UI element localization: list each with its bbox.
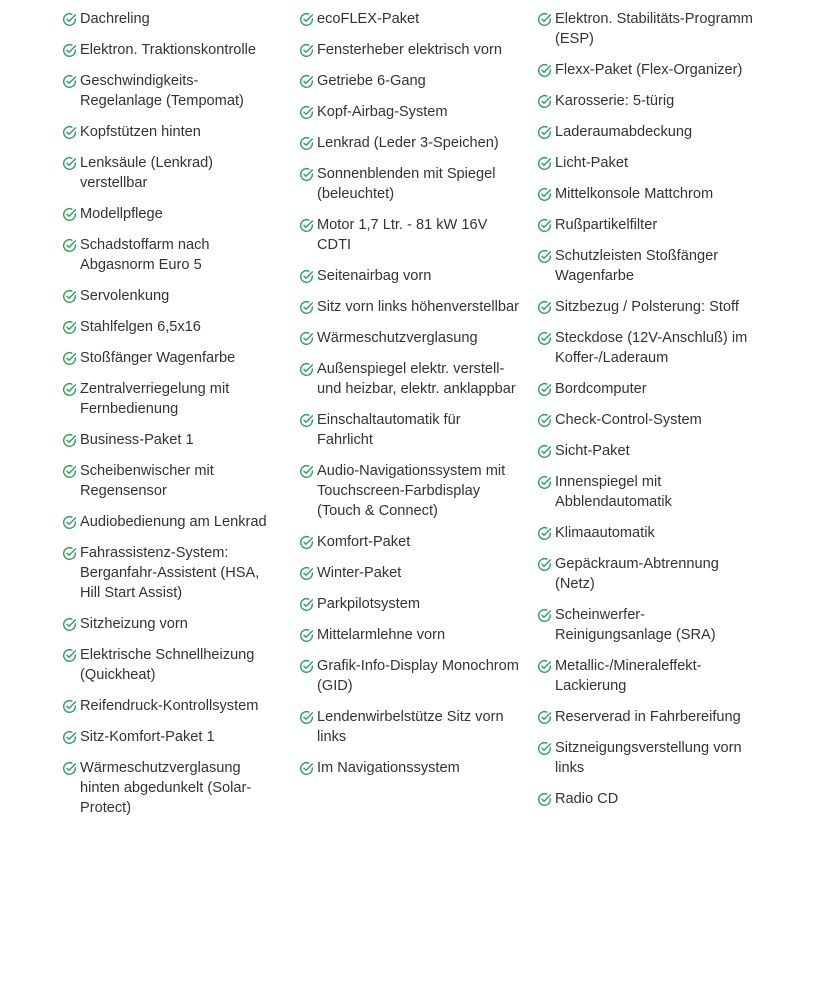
feature-item <box>299 71 519 91</box>
feature-label: Lendenwirbelstütze Sitz vorn links <box>317 709 504 745</box>
feature-item <box>537 707 757 727</box>
feature-item <box>62 645 280 685</box>
feature-item <box>62 204 280 224</box>
feature-item <box>62 286 280 306</box>
feature-item <box>62 696 280 716</box>
check-circle-icon <box>537 249 552 264</box>
feature-label: Metallic-/Mineraleffekt-Lackierung <box>555 658 702 694</box>
check-circle-icon <box>299 331 314 346</box>
feature-item <box>299 40 519 60</box>
feature-label: Sitzneigungsverstellung vorn links <box>555 740 742 776</box>
feature-item <box>537 122 757 142</box>
check-circle-icon <box>299 566 314 581</box>
check-circle-icon <box>62 617 77 632</box>
feature-item <box>537 441 757 461</box>
feature-label: Grafik-Info-Display Monochrom (GID) <box>317 658 519 694</box>
check-circle-icon <box>62 761 77 776</box>
check-circle-icon <box>537 94 552 109</box>
check-circle-icon <box>537 63 552 78</box>
feature-label: Schutzleisten Stoßfänger Wagenfarbe <box>555 248 719 284</box>
feature-item <box>299 297 519 317</box>
check-circle-icon <box>537 331 552 346</box>
feature-item <box>537 738 757 778</box>
feature-item <box>299 707 519 747</box>
feature-item <box>62 758 280 818</box>
feature-item <box>62 512 280 532</box>
check-circle-icon <box>299 535 314 550</box>
feature-item <box>62 9 280 29</box>
feature-item <box>537 789 757 809</box>
check-circle-icon <box>537 526 552 541</box>
check-circle-icon <box>62 125 77 140</box>
feature-label: Licht-Paket <box>555 155 629 171</box>
check-circle-icon <box>299 597 314 612</box>
check-circle-icon <box>62 433 77 448</box>
feature-label: Audiobedienung am Lenkrad <box>80 514 267 530</box>
feature-label: Im Navigationssystem <box>317 760 460 776</box>
check-circle-icon <box>62 648 77 663</box>
feature-item <box>537 60 757 80</box>
check-circle-icon <box>537 218 552 233</box>
feature-item <box>299 359 519 399</box>
feature-item <box>537 605 757 645</box>
feature-item <box>299 164 519 204</box>
check-circle-icon <box>62 320 77 335</box>
feature-label: ecoFLEX-Paket <box>317 11 420 27</box>
feature-item <box>299 532 519 552</box>
feature-item <box>299 215 519 255</box>
feature-label: Sonnenblenden mit Spiegel (beleuchtet) <box>317 166 496 202</box>
feature-label: Komfort-Paket <box>317 534 411 550</box>
check-circle-icon <box>62 207 77 222</box>
feature-label: Winter-Paket <box>317 565 402 581</box>
check-circle-icon <box>299 628 314 643</box>
check-circle-icon <box>299 269 314 284</box>
check-circle-icon <box>537 12 552 27</box>
check-circle-icon <box>299 659 314 674</box>
check-circle-icon <box>537 557 552 572</box>
check-circle-icon <box>62 74 77 89</box>
check-circle-icon <box>537 187 552 202</box>
check-circle-icon <box>299 761 314 776</box>
feature-label: Motor 1,7 Ltr. - 81 kW 16V CDTI <box>317 217 488 253</box>
feature-item <box>537 554 757 594</box>
feature-label: Außenspiegel elektr. verstell- und heizbar, elektr. anklappbar <box>317 361 516 397</box>
feature-label: Sicht-Paket <box>555 443 630 459</box>
feature-item <box>299 266 519 286</box>
feature-item <box>62 235 280 275</box>
feature-item <box>62 122 280 142</box>
features-column-3 <box>537 9 757 820</box>
check-circle-icon <box>299 43 314 58</box>
feature-label: Zentralverriegelung mit Fernbedienung <box>80 381 230 417</box>
feature-label: Wärmeschutzverglasung <box>317 330 478 346</box>
feature-label: Lenksäule (Lenkrad) verstellbar <box>80 155 214 191</box>
feature-label: Fahrassistenz-System: Berganfahr-Assistent (HSA, Hill Start Assist) <box>80 545 260 601</box>
feature-item <box>299 9 519 29</box>
check-circle-icon <box>537 300 552 315</box>
feature-item <box>62 430 280 450</box>
check-circle-icon <box>62 12 77 27</box>
check-circle-icon <box>537 608 552 623</box>
feature-item <box>537 91 757 111</box>
check-circle-icon <box>299 167 314 182</box>
feature-item <box>62 71 280 111</box>
feature-item <box>62 614 280 634</box>
check-circle-icon <box>62 351 77 366</box>
feature-label: Schadstoffarm nach Abgasnorm Euro 5 <box>80 237 210 273</box>
check-circle-icon <box>62 730 77 745</box>
feature-label: Parkpilotsystem <box>317 596 420 612</box>
feature-item <box>537 656 757 696</box>
feature-label: Karosserie: 5-türig <box>555 93 675 109</box>
feature-label: Innenspiegel mit Abblendautomatik <box>555 474 672 510</box>
feature-item <box>299 758 519 778</box>
feature-label: Sitz-Komfort-Paket 1 <box>80 729 215 745</box>
feature-item <box>537 523 757 543</box>
feature-item <box>537 379 757 399</box>
feature-label: Wärmeschutzverglasung hinten abgedunkelt (Solar-Protect) <box>80 760 252 816</box>
check-circle-icon <box>62 515 77 530</box>
feature-item <box>62 461 280 501</box>
feature-item <box>299 133 519 153</box>
feature-label: Lenkrad (Leder 3-Speichen) <box>317 135 499 151</box>
feature-item <box>299 102 519 122</box>
check-circle-icon <box>537 125 552 140</box>
feature-label: Dachreling <box>80 11 150 27</box>
feature-item <box>537 153 757 173</box>
feature-label: Scheibenwischer mit Regensensor <box>80 463 214 499</box>
check-circle-icon <box>62 289 77 304</box>
check-circle-icon <box>299 362 314 377</box>
feature-label: Flexx-Paket (Flex-Organizer) <box>555 62 743 78</box>
features-column-2 <box>299 9 519 789</box>
features-column-1 <box>62 9 280 829</box>
feature-label: Seitenairbag vorn <box>317 268 432 284</box>
feature-item <box>537 410 757 430</box>
feature-label: Stoßfänger Wagenfarbe <box>80 350 236 366</box>
check-circle-icon <box>299 218 314 233</box>
feature-item <box>62 317 280 337</box>
feature-item <box>299 410 519 450</box>
check-circle-icon <box>537 444 552 459</box>
feature-label: Audio-Navigationssystem mit Touchscreen-Farbdisplay (Touch & Connect) <box>317 463 506 519</box>
check-circle-icon <box>299 105 314 120</box>
feature-label: Gepäckraum-Abtrennung (Netz) <box>555 556 719 592</box>
feature-label: Elektrische Schnellheizung (Quickheat) <box>80 647 255 683</box>
feature-label: Laderaumabdeckung <box>555 124 693 140</box>
feature-label: Servolenkung <box>80 288 170 304</box>
feature-item <box>537 246 757 286</box>
feature-label: Mittelarmlehne vorn <box>317 627 446 643</box>
feature-label: Mittelkonsole Mattchrom <box>555 186 714 202</box>
check-circle-icon <box>537 792 552 807</box>
feature-item <box>62 153 280 193</box>
check-circle-icon <box>537 382 552 397</box>
feature-label: Klimaautomatik <box>555 525 655 541</box>
feature-label: Sitzbezug / Polsterung: Stoff <box>555 299 739 315</box>
check-circle-icon <box>62 699 77 714</box>
check-circle-icon <box>537 659 552 674</box>
check-circle-icon <box>299 74 314 89</box>
check-circle-icon <box>299 413 314 428</box>
feature-label: Einschaltautomatik für Fahrlicht <box>317 412 461 448</box>
feature-label: Steckdose (12V-Anschluß) im Koffer-/Laderaum <box>555 330 748 366</box>
feature-label: Reserverad in Fahrbereifung <box>555 709 741 725</box>
feature-item <box>299 625 519 645</box>
feature-item <box>62 40 280 60</box>
feature-label: Check-Control-System <box>555 412 702 428</box>
feature-label: Stahlfelgen 6,5x16 <box>80 319 201 335</box>
feature-label: Getriebe 6-Gang <box>317 73 426 89</box>
check-circle-icon <box>299 12 314 27</box>
feature-label: Rußpartikelfilter <box>555 217 658 233</box>
feature-item <box>299 656 519 696</box>
feature-label: Fensterheber elektrisch vorn <box>317 42 502 58</box>
check-circle-icon <box>299 710 314 725</box>
feature-item <box>299 563 519 583</box>
feature-label: Kopf-Airbag-System <box>317 104 448 120</box>
feature-item <box>62 543 280 603</box>
feature-item <box>62 727 280 747</box>
feature-label: Sitzheizung vorn <box>80 616 188 632</box>
feature-label: Modellpflege <box>80 206 163 222</box>
feature-item <box>299 461 519 521</box>
feature-label: Reifendruck-Kontrollsystem <box>80 698 259 714</box>
feature-item <box>299 594 519 614</box>
check-circle-icon <box>299 300 314 315</box>
check-circle-icon <box>62 156 77 171</box>
feature-item <box>299 328 519 348</box>
check-circle-icon <box>537 413 552 428</box>
feature-label: Scheinwerfer-Reinigungsanlage (SRA) <box>555 607 716 643</box>
check-circle-icon <box>537 475 552 490</box>
feature-item <box>537 9 757 49</box>
check-circle-icon <box>537 710 552 725</box>
feature-item <box>62 348 280 368</box>
feature-label: Bordcomputer <box>555 381 647 397</box>
feature-item <box>537 297 757 317</box>
feature-label: Sitz vorn links höhenverstellbar <box>317 299 519 315</box>
feature-item <box>537 184 757 204</box>
feature-label: Radio CD <box>555 791 619 807</box>
feature-label: Kopfstützen hinten <box>80 124 201 140</box>
feature-label: Elektron. Traktionskontrolle <box>80 42 257 58</box>
check-circle-icon <box>299 464 314 479</box>
feature-item <box>537 472 757 512</box>
feature-item <box>537 215 757 235</box>
check-circle-icon <box>62 238 77 253</box>
check-circle-icon <box>62 464 77 479</box>
check-circle-icon <box>537 741 552 756</box>
feature-item <box>62 379 280 419</box>
feature-item <box>537 328 757 368</box>
check-circle-icon <box>62 382 77 397</box>
check-circle-icon <box>62 546 77 561</box>
feature-label: Business-Paket 1 <box>80 432 194 448</box>
check-circle-icon <box>62 43 77 58</box>
feature-label: Geschwindigkeits-Regelanlage (Tempomat) <box>80 73 244 109</box>
feature-label: Elektron. Stabilitäts-Programm (ESP) <box>555 11 753 47</box>
check-circle-icon <box>537 156 552 171</box>
check-circle-icon <box>299 136 314 151</box>
